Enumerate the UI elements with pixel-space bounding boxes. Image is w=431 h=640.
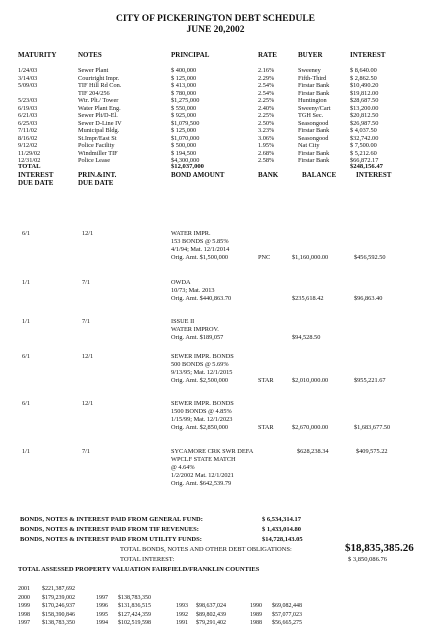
notes-cell-maturity: 12/31/02 <box>18 157 41 164</box>
bond-description-line: SEWER IMPR. BONDS <box>171 400 234 407</box>
bond-interest-due: 6/1 <box>22 400 31 407</box>
notes-cell-rate: 2.25% <box>258 97 275 104</box>
valuation-year: 1995 <box>96 611 108 618</box>
notes-cell-maturity: 8/16/02 <box>18 134 38 142</box>
notes-cell-interest: $32,742.00 <box>350 134 379 142</box>
notes-cell-interest: $ 2,862.50 <box>350 74 377 82</box>
notes-cell-rate: 2.54% <box>258 82 275 89</box>
notes-cell-buyer: Sweeney <box>298 67 321 74</box>
valuation-amount: $79,291,402 <box>196 620 226 626</box>
bond-principal-due: 12/1 <box>82 353 94 360</box>
bond-description-line: Orig. Amt. $2,850,000 <box>171 424 229 431</box>
notes-cell-interest: $13,200.00 <box>350 104 379 112</box>
notes-cell-rate: 2.50% <box>258 119 275 127</box>
notes-cell-note: Sewer Plt/D-El. <box>78 112 118 119</box>
valuation-year: 1999 <box>18 603 30 609</box>
notes-cell-maturity: 6/21/03 <box>18 112 38 119</box>
notes-cell-buyer: Seasongood <box>298 119 329 127</box>
bond-interest-due: 6/1 <box>22 230 31 237</box>
bond-interest: $409,575.22 <box>356 448 388 455</box>
bond-description-line: ISSUE II <box>171 318 195 325</box>
bond-bank: STAR <box>258 424 274 431</box>
bond-description-line: Orig. Amt. $642,539.79 <box>171 480 232 487</box>
valuation-amount: $221,387,692 <box>42 586 75 592</box>
header-prin-int: PRIN.&INT. <box>78 171 117 179</box>
notes-cell-buyer: Nat City <box>298 142 320 149</box>
notes-cell-rate: 2.25% <box>258 112 275 119</box>
valuation-year: 1994 <box>96 620 108 626</box>
notes-cell-rate: 2.54% <box>258 89 275 97</box>
notes-cell-interest: $20,812.50 <box>350 112 379 119</box>
notes-cell-interest: $ 7,500.00 <box>350 142 377 149</box>
bond-description-line: 10/73; Mat. 2013 <box>171 287 215 294</box>
notes-cell-rate: 2.58% <box>258 157 275 164</box>
bond-balance: $2,010,000.00 <box>292 377 329 384</box>
general-fund-value: $ 6,534,314.17 <box>262 516 301 523</box>
notes-cell-principal: $1,275,000 <box>171 97 200 104</box>
notes-cell-principal: $ 125,000 <box>171 127 197 134</box>
valuation-year: 2000 <box>18 594 30 601</box>
notes-cell-interest: $ 5,212.60 <box>350 149 377 157</box>
valuation-year: 1992 <box>176 611 188 618</box>
notes-cell-note: Sewer D-Line IV <box>78 119 122 127</box>
bond-description-line: 9/13/95; Mat. 12/1/2015 <box>171 369 233 376</box>
header-interest: INTEREST <box>350 51 386 59</box>
valuation-year: 1997 <box>18 620 30 626</box>
total-obligations-label: TOTAL BONDS, NOTES AND OTHER DEBT OBLIGATIONS: <box>120 546 292 553</box>
notes-cell-maturity: 5/09/03 <box>18 82 38 89</box>
header-due-date-2: DUE DATE <box>78 179 114 187</box>
notes-cell-maturity: 1/24/03 <box>18 67 38 74</box>
valuation-year: 1998 <box>18 611 30 618</box>
notes-cell-rate: 2.40% <box>258 104 275 112</box>
header-due-date: DUE DATE <box>18 179 54 187</box>
header-notes: NOTES <box>78 51 102 59</box>
total-interest-value: $ 3,850,086.76 <box>348 556 387 563</box>
notes-cell-rate: 3.23% <box>258 127 275 134</box>
notes-cell-note: TIF 204/256 <box>78 89 110 97</box>
valuation-year: 1989 <box>250 611 262 618</box>
bond-interest-due: 1/1 <box>22 448 31 455</box>
notes-cell-note: Sewer Plant <box>78 67 109 74</box>
notes-cell-rate: 2.16% <box>258 67 275 74</box>
notes-cell-principal: $ 413,000 <box>171 82 197 89</box>
bond-balance: $628,238.34 <box>297 448 329 455</box>
valuation-amount: $98,637,024 <box>196 603 226 609</box>
bond-interest-due: 1/1 <box>22 279 31 286</box>
total-interest-label: TOTAL INTEREST: <box>120 556 175 563</box>
notes-cell-rate: 2.68% <box>258 149 275 157</box>
bond-description-line: 4/1/94; Mat. 12/1/2014 <box>171 246 230 253</box>
bond-balance: $235,618.42 <box>292 295 324 302</box>
bond-principal-due: 7/1 <box>82 318 91 325</box>
bond-balance: $2,670,000.00 <box>292 424 329 431</box>
valuation-year: 2001 <box>18 586 30 592</box>
notes-cell-interest: $19,812.00 <box>350 89 379 97</box>
bond-description-line: SYCAMORE CRK SWR DEFA <box>171 448 254 455</box>
valuation-year: 1993 <box>176 603 188 609</box>
notes-total-principal: $12,037,000 <box>171 163 204 170</box>
header-bank: BANK <box>258 171 279 179</box>
general-fund-label: BONDS, NOTES & INTEREST PAID FROM GENERAL FUND: <box>20 516 203 523</box>
notes-total-label: TOTAL <box>18 163 41 170</box>
bond-balance: $94,528.50 <box>292 334 321 341</box>
valuation-amount: $69,082,448 <box>272 603 302 609</box>
notes-cell-note: Water Plant Eng. <box>78 104 121 112</box>
bond-interest: $955,221.67 <box>354 377 386 384</box>
bond-principal-due: 12/1 <box>82 400 94 407</box>
bond-description-line: WATER IMPROV. <box>171 326 219 333</box>
notes-cell-maturity: 9/12/02 <box>18 142 38 149</box>
notes-cell-note: Municipal Bldg. <box>78 127 120 134</box>
valuation-year: 1988 <box>250 620 262 626</box>
bond-principal-due: 7/1 <box>82 448 91 455</box>
notes-cell-rate: 1.95% <box>258 142 275 149</box>
bond-bank: PNC <box>258 254 271 261</box>
bond-description-line: @ 4.64% <box>171 464 195 471</box>
notes-cell-buyer: Huntington <box>298 97 327 104</box>
bond-interest: $96,863.40 <box>354 295 383 302</box>
utility-value: $14,728,143.05 <box>262 536 303 543</box>
notes-cell-buyer: Firstar Bank <box>298 82 330 89</box>
bond-description-line: Orig. Amt. $440,863.70 <box>171 295 232 302</box>
notes-cell-interest: $28,687.50 <box>350 97 379 104</box>
valuation-amount: $138,783,350 <box>118 594 151 601</box>
notes-cell-note: Police Lease <box>78 157 110 164</box>
notes-cell-note: St.Impr/East St <box>78 134 117 142</box>
notes-cell-note: TIF Hill Rd Con. <box>78 82 122 89</box>
notes-total-interest: $248,156.47 <box>350 163 383 170</box>
notes-cell-buyer: TGH Sec. <box>298 112 324 119</box>
valuation-amount: $127,424,359 <box>118 611 151 618</box>
notes-cell-principal: $ 500,000 <box>171 142 197 149</box>
notes-cell-maturity: 11/29/02 <box>18 149 41 157</box>
notes-cell-buyer: Firstar Bank <box>298 127 330 134</box>
bond-description-line: SEWER IMPR. BONDS <box>171 353 234 360</box>
valuation-amount: $131,836,515 <box>118 603 151 609</box>
header-interest-due: INTEREST <box>18 171 54 179</box>
notes-cell-interest: $10,490.20 <box>350 82 379 89</box>
header-balance: BALANCE <box>302 171 337 179</box>
notes-cell-principal: $ 925,000 <box>171 112 197 119</box>
notes-cell-interest: $66,872.17 <box>350 157 379 164</box>
notes-cell-rate: 2.29% <box>258 74 275 82</box>
notes-cell-buyer: Firstar Bank <box>298 157 330 164</box>
notes-cell-buyer: Firstar Bank <box>298 149 330 157</box>
notes-cell-principal: $ 400,000 <box>171 67 197 74</box>
page-date: JUNE 20,2002 <box>186 25 245 35</box>
bond-interest: $1,683,677.50 <box>354 424 391 431</box>
bond-interest-due: 6/1 <box>22 353 31 360</box>
notes-cell-maturity: 5/23/03 <box>18 97 38 104</box>
valuation-year: 1996 <box>96 603 108 609</box>
bond-description-line: 153 BONDS @ 5.85% <box>171 238 229 245</box>
notes-cell-rate: 3.06% <box>258 134 275 142</box>
bond-description-line: Orig. Amt. $189,057 <box>171 334 224 341</box>
bond-description-line: 500 BONDS @ 5.69% <box>171 361 229 368</box>
notes-cell-buyer: Fifth-Third <box>298 74 327 82</box>
valuation-amount: $56,665,275 <box>272 620 302 626</box>
notes-cell-principal: $ 780,000 <box>171 89 197 97</box>
notes-cell-maturity: 6/19/03 <box>18 104 38 112</box>
notes-cell-maturity: 6/25/03 <box>18 119 38 127</box>
valuation-year: 1990 <box>250 603 262 609</box>
header-bond-amount: BOND AMOUNT <box>171 171 225 179</box>
notes-cell-interest: $26,987.50 <box>350 119 379 127</box>
bond-description-line: Orig. Amt. $1,500,000 <box>171 254 229 261</box>
notes-cell-buyer: Sweeny/Cart <box>298 104 331 112</box>
valuation-amount: $158,390,846 <box>42 611 75 618</box>
header-principal: PRINCIPAL <box>171 51 210 59</box>
bond-principal-due: 7/1 <box>82 279 91 286</box>
bond-principal-due: 12/1 <box>82 230 94 237</box>
valuation-year: 1991 <box>176 620 188 626</box>
tif-value: $ 1,433,014.80 <box>262 526 301 533</box>
notes-cell-interest: $ 4,037.50 <box>350 127 377 134</box>
valuation-label: TOTAL ASSESSED PROPERTY VALUATION FAIRFIELD/FRANKLIN COUNTIES <box>18 566 260 573</box>
header-rate: RATE <box>258 51 277 59</box>
valuation-amount: $89,802,439 <box>196 611 226 618</box>
bond-description-line: OWDA <box>171 279 191 286</box>
bond-description-line: 1/15/99; Mat. 12/1/2023 <box>171 416 233 423</box>
total-obligations-value: $18,835,385.26 <box>345 542 414 554</box>
page-title: CITY OF PICKERINGTON DEBT SCHEDULE <box>115 14 315 24</box>
bond-bank: STAR <box>258 377 274 384</box>
bond-balance: $1,160,000.00 <box>292 254 329 261</box>
bond-interest: $456,592.50 <box>354 254 386 261</box>
bond-description-line: WPCLF STATE MATCH <box>171 456 236 463</box>
valuation-amount: $170,246,937 <box>42 603 75 609</box>
notes-cell-principal: $4,300,000 <box>171 157 200 164</box>
valuation-amount: $57,077,023 <box>272 611 302 618</box>
header-buyer: BUYER <box>298 51 323 59</box>
valuation-amount: $138,783,350 <box>42 620 75 626</box>
notes-cell-principal: $1,070,000 <box>171 134 200 142</box>
bond-interest-due: 1/1 <box>22 318 31 325</box>
utility-label: BONDS, NOTES & INTEREST PAID FROM UTILITY FUNDS: <box>20 536 202 543</box>
notes-cell-maturity: 7/11/02 <box>18 127 38 134</box>
notes-cell-maturity: 3/14/03 <box>18 74 38 82</box>
valuation-amount: $102,519,598 <box>118 620 151 626</box>
valuation-amount: $179,239,002 <box>42 594 75 601</box>
notes-cell-note: Police Facility <box>78 142 115 149</box>
bond-description-line: Orig. Amt. $2,500,000 <box>171 377 229 384</box>
notes-cell-principal: $ 194,500 <box>171 149 197 157</box>
valuation-year: 1997 <box>96 594 108 601</box>
notes-cell-buyer: Firstar Bank <box>298 89 330 97</box>
header-maturity: MATURITY <box>18 51 57 59</box>
bond-description-line: 1/2/2002 Mat. 12/1/2021 <box>171 472 234 479</box>
notes-cell-note: Windmiller TIF <box>78 149 118 157</box>
notes-cell-principal: $1,079,500 <box>171 119 200 127</box>
notes-cell-interest: $ 8,640.00 <box>350 67 377 74</box>
bond-description-line: 1500 BONDS @ 4.85% <box>171 408 232 415</box>
tif-label: BONDS, NOTES & INTEREST PAID FROM TIF REVENUES: <box>20 526 199 533</box>
bond-description-line: WATER IMPR. <box>171 230 211 237</box>
notes-cell-note: Courtright Impr. <box>78 74 120 82</box>
notes-cell-note: Wtr. Plt./ Tower <box>78 97 119 104</box>
notes-cell-principal: $ 125,000 <box>171 74 197 82</box>
notes-cell-buyer: Seasongood <box>298 134 329 142</box>
header-bond-interest: INTEREST <box>356 171 392 179</box>
notes-cell-principal: $ 550,000 <box>171 104 197 112</box>
